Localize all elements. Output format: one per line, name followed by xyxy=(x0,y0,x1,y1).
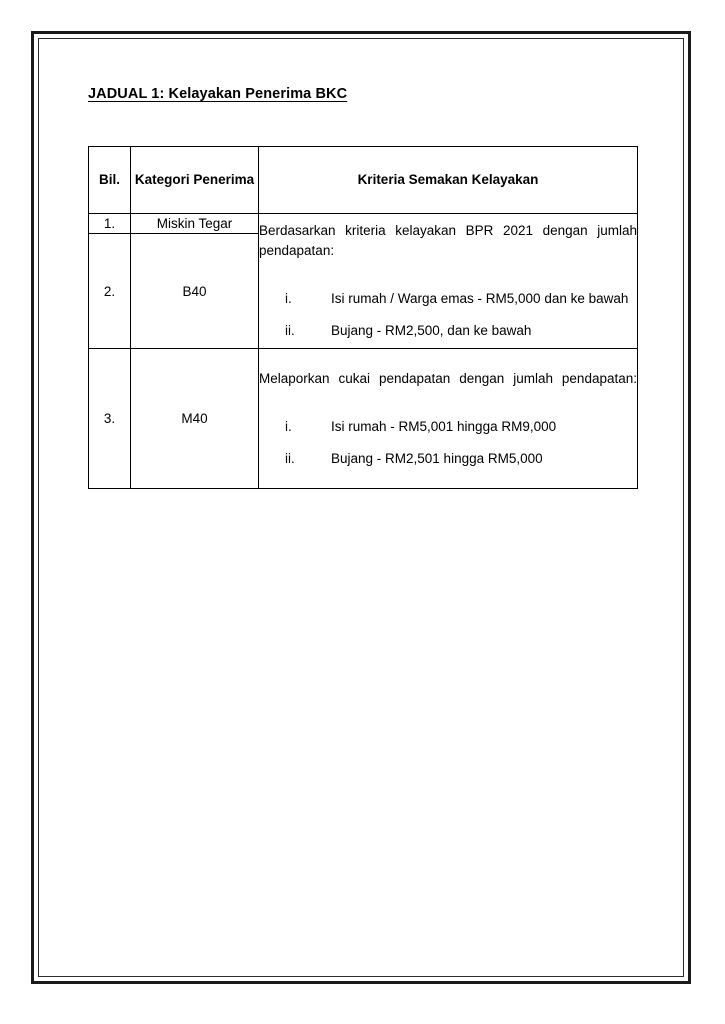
column-header-kategori-penerima: Kategori Penerima xyxy=(131,147,259,214)
category-m40: M40 xyxy=(131,349,259,489)
row-number-3: 3. xyxy=(89,349,131,489)
column-header-bil: Bil. xyxy=(89,147,131,214)
criteria-intro-text: Berdasarkan kriteria kelayakan BPR 2021 dengan jumlah pendapatan: xyxy=(259,223,637,258)
list-item-marker: i. xyxy=(285,290,292,306)
list-item xyxy=(259,289,637,309)
criteria-cell-group-2 xyxy=(259,349,638,489)
eligibility-table-container xyxy=(88,146,637,489)
criteria-subitem-list xyxy=(259,417,637,469)
category-miskin-tegar: Miskin Tegar xyxy=(131,214,259,234)
criteria-cell-group-1 xyxy=(259,214,638,349)
row-number-1: 1. xyxy=(89,214,131,234)
list-item xyxy=(259,417,637,437)
row-number-2: 2. xyxy=(89,234,131,349)
table-row xyxy=(89,214,638,234)
list-item-text: Bujang - RM2,500, dan ke bawah xyxy=(331,323,532,339)
table-header-row xyxy=(89,147,638,214)
list-item-marker: i. xyxy=(285,418,292,434)
criteria-subitem-list xyxy=(259,289,637,341)
criteria-intro-text: Melaporkan cukai pendapatan dengan jumlah pendapatan: xyxy=(259,370,637,386)
list-item xyxy=(259,449,637,469)
page-title: JADUAL 1: Kelayakan Penerima BKC xyxy=(88,86,348,102)
list-item-text: Bujang - RM2,501 hingga RM5,000 xyxy=(331,451,543,467)
eligibility-table xyxy=(88,146,638,489)
list-item-marker: ii. xyxy=(285,323,295,339)
list-item-marker: ii. xyxy=(285,451,295,467)
list-item xyxy=(259,321,637,341)
category-b40: B40 xyxy=(131,234,259,349)
list-item-text: Isi rumah - RM5,001 hingga RM9,000 xyxy=(331,418,557,434)
table-row xyxy=(89,349,638,489)
list-item-text: Isi rumah / Warga emas - RM5,000 dan ke bawah xyxy=(331,290,629,306)
column-header-kriteria-semakan-kelayakan: Kriteria Semakan Kelayakan xyxy=(259,147,638,214)
